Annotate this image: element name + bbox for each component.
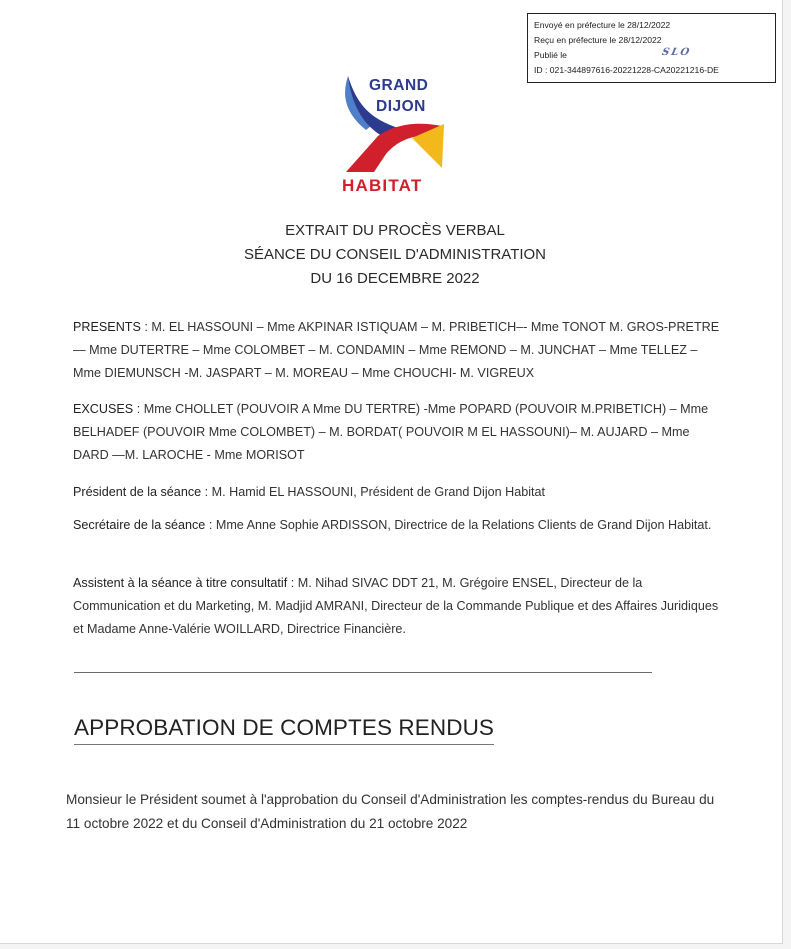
secretaire-text: : Mme Anne Sophie ARDISSON, Directrice de la Relations Clients de Grand Dijon Habitat. [205, 518, 712, 532]
president-paragraph [73, 481, 723, 504]
section-divider [74, 672, 652, 673]
title-line-1: EXTRAIT DU PROCÈS VERBAL [285, 222, 505, 239]
document-title [180, 219, 610, 291]
president-text: : M. Hamid EL HASSOUNI, Président de Grand Dijon Habitat [201, 485, 546, 499]
title-line-2: SÉANCE DU CONSEIL D'ADMINISTRATION [243, 246, 547, 263]
title-line-3: DU 16 DECEMBRE 2022 [310, 270, 480, 287]
approval-paragraph: Monsieur le Président soumet à l'approbation du Conseil d'Administration les comptes-rendus du Bureau du 11 octobre 2022 et du Conseil d'Administration du 21 octobre 2022 [66, 792, 715, 831]
stamp-published-label: Publié le [534, 50, 567, 60]
presents-label: PRESENTS [73, 320, 141, 334]
prefecture-stamp [527, 13, 776, 83]
presents-text: : M. EL HASSOUNI – Mme AKPINAR ISTIQUAM – M. PRIBETICH–- Mme TONOT M. GROS-PRETRE — Mme DUTERTRE – Mme COLOMBET – M. CONDAMIN – Mme REMOND – M. JUNCHAT – Mme TELLEZ – Mme DIEMUNSCH -M. JASPART – M. MOREAU – Mme CHOUCHI- M. VIGREUX [73, 320, 720, 380]
excuses-paragraph [73, 398, 723, 467]
president-label: Président de la séance [73, 485, 202, 499]
section-heading: APPROBATION DE COMPTES RENDUS [74, 713, 494, 745]
stamp-sent-date: Envoyé en préfecture le 28/12/2022 [534, 20, 671, 30]
assistent-text: : M. Nihad SIVAC DDT 21, M. Grégoire ENSEL, Directeur de la Communication et du Marketing, M. Madjid AMRANI, Directeur de la Commande Publique et des Affaires Juridiques et Madame Anne-Valérie WOILLARD, Directrice Financière. [73, 576, 719, 636]
assistent-paragraph [73, 572, 723, 641]
stamp-id: ID : 021-344897616-20221228-CA20221216-DE [534, 65, 719, 75]
grand-dijon-habitat-logo [338, 72, 450, 200]
logo-word-dijon: DIJON [376, 98, 426, 115]
assistent-label: Assistent à la séance à titre consultatif [73, 576, 288, 590]
excuses-text: : Mme CHOLLET (POUVOIR A Mme DU TERTRE) -Mme POPARD (POUVOIR M.PRIBETICH) – Mme BELHADEF (POUVOIR Mme COLOMBET) – M. BORDAT( POUVOIR M EL HASSOUNI)– M. AUJARD – Mme DARD —M. LAROCHE - Mme MORISOT [73, 402, 709, 462]
presents-paragraph [73, 316, 723, 385]
logo-word-grand: GRAND [369, 77, 429, 94]
stamp-published [534, 48, 769, 63]
stamp-signature: SLO [660, 47, 693, 58]
excuses-label: EXCUSES [73, 402, 134, 416]
secretaire-label: Secrétaire de la séance [73, 518, 206, 532]
secretaire-paragraph [73, 514, 723, 537]
logo-word-habitat: HABITAT [342, 176, 423, 195]
stamp-received-date: Reçu en préfecture le 28/12/2022 [534, 35, 662, 45]
